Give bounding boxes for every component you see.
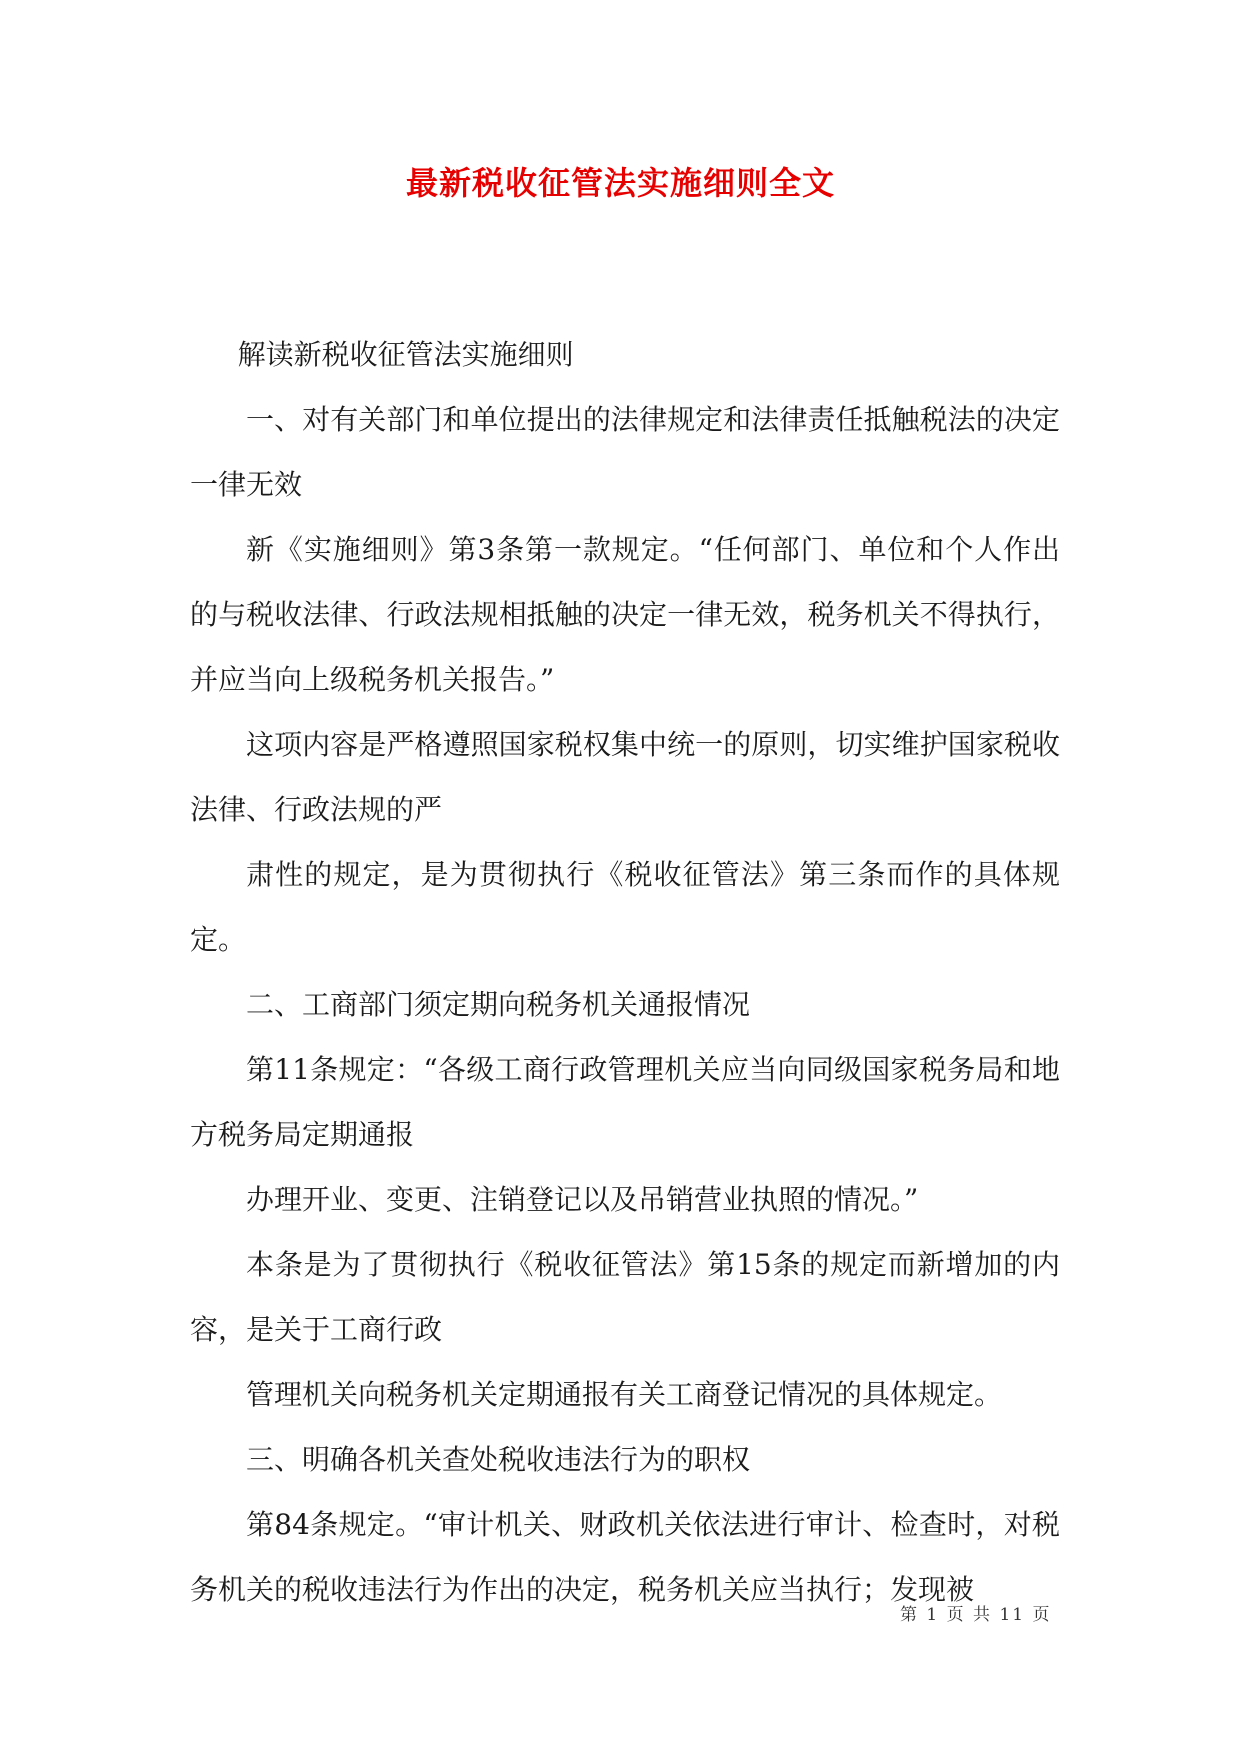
paragraph: 办理开业、变更、注销登记以及吊销营业执照的情况。” (246, 1183, 919, 1216)
footer-suffix: 页 (1032, 1605, 1052, 1625)
paragraph: 一、对有关部门和单位提出的法律规定和法律责任抵触税法的决定一律无效 (190, 403, 1060, 501)
document-body (190, 322, 1060, 1622)
page-footer (900, 1600, 1052, 1625)
paragraph: 二、工商部门须定期向税务机关通报情况 (246, 988, 751, 1021)
paragraph: 三、明确各机关查处税收违法行为的职权 (246, 1443, 751, 1476)
document-title: 最新税收征管法实施细则全文 (405, 164, 835, 202)
footer-total-pages: 11 (999, 1605, 1026, 1625)
paragraph: 新《实施细则》第3条第一款规定。“任何部门、单位和个人作出的与税收法律、行政法规相抵触的决定一律无效，税务机关不得执行，并应当向上级税务机关报告。” (190, 533, 1060, 696)
paragraph: 本条是为了贯彻执行《税收征管法》第15条的规定而新增加的内容，是关于工商行政 (190, 1248, 1060, 1346)
paragraph: 解读新税收征管法实施细则 (237, 338, 574, 371)
paragraph: 管理机关向税务机关定期通报有关工商登记情况的具体规定。 (246, 1378, 1003, 1411)
paragraph: 这项内容是严格遵照国家税权集中统一的原则，切实维护国家税收法律、行政法规的严 (190, 728, 1060, 826)
footer-current-page: 1 (926, 1605, 940, 1625)
footer-prefix: 第 (900, 1605, 919, 1625)
paragraph: 肃性的规定，是为贯彻执行《税收征管法》第三条而作的具体规定。 (190, 858, 1060, 956)
paragraph: 第11条规定：“各级工商行政管理机关应当向同级国家税务局和地方税务局定期通报 (190, 1053, 1060, 1151)
paragraph: 第84条规定。“审计机关、财政机关依法进行审计、检查时，对税务机关的税收违法行为作出的决定，税务机关应当执行；发现被 (190, 1508, 1060, 1606)
footer-middle: 页 共 (946, 1605, 993, 1625)
